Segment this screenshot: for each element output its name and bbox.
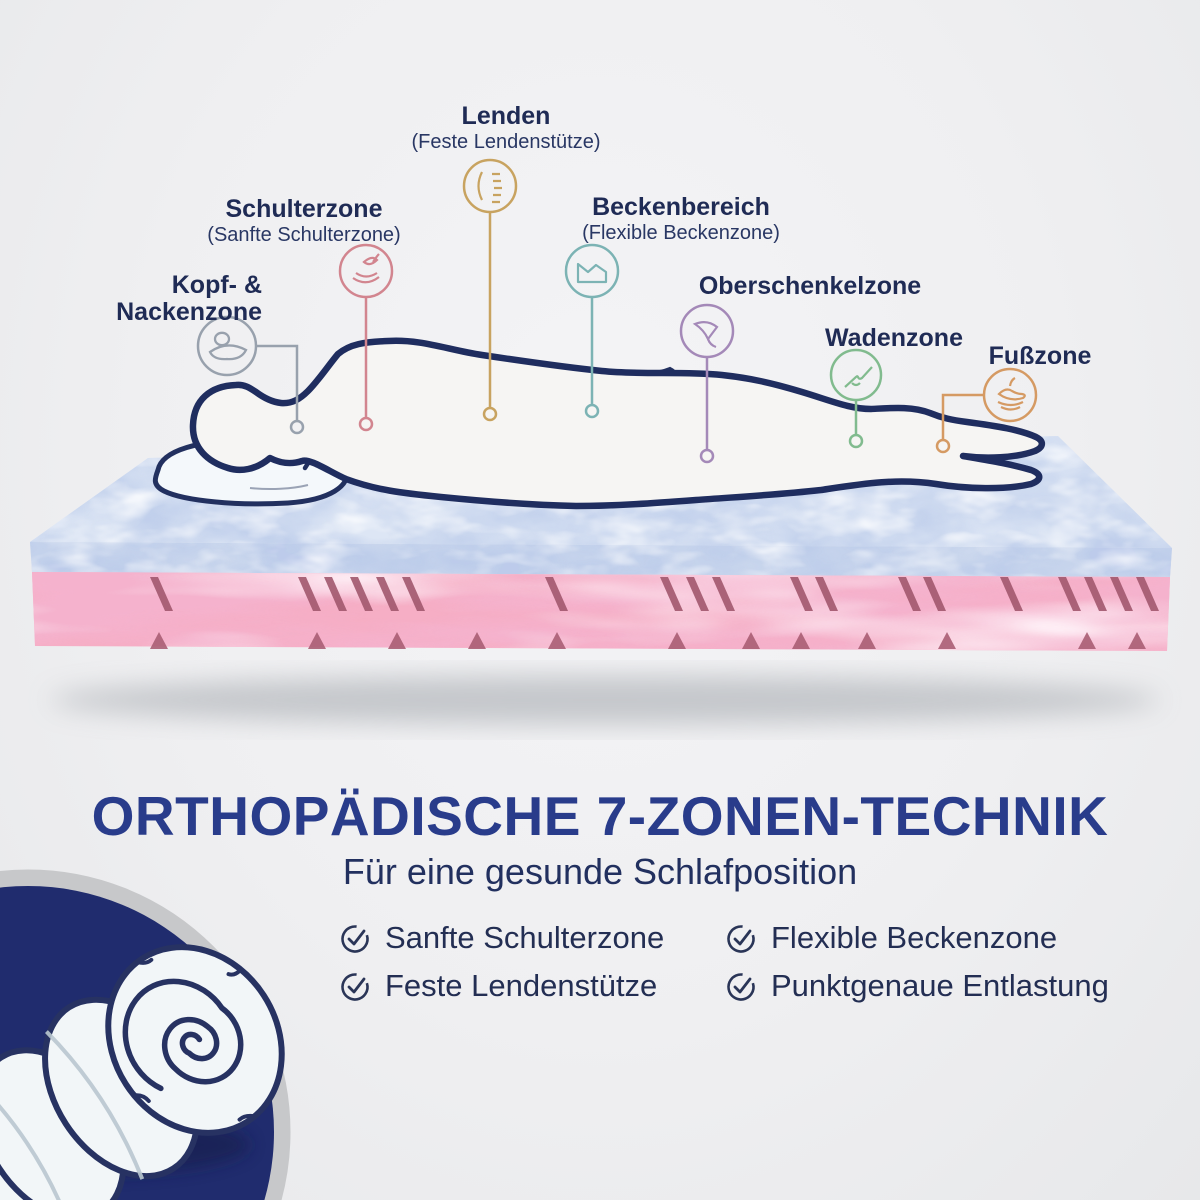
feature-label: Punktgenaue Entlastung	[771, 968, 1109, 1003]
thigh-icon	[695, 322, 717, 347]
zone-label-text: Fußzone	[988, 342, 1092, 370]
zone-label-shoulder	[207, 196, 400, 247]
page-title: ORTHOPÄDISCHE 7-ZONEN-TECHNIK	[91, 785, 1109, 847]
zone-label-text2: Nackenzone	[116, 298, 262, 326]
feature-label: Sanfte Schulterzone	[385, 920, 665, 955]
spine-icon	[479, 172, 503, 202]
feature-item	[338, 920, 664, 956]
zone-label-pelvis	[582, 194, 780, 245]
feature-item	[338, 968, 657, 1004]
zone-label-head	[116, 272, 262, 326]
zone-label-lumbar	[412, 103, 601, 154]
zone-label-text: Schulterzone	[225, 195, 383, 223]
feature-item	[724, 968, 1109, 1004]
check-circle-icon	[724, 969, 758, 1003]
zone-label-thigh	[699, 273, 921, 300]
check-circle-icon	[724, 921, 758, 955]
zone-label-text: Oberschenkelzone	[698, 272, 922, 300]
zone-label-text: Kopf- &	[171, 271, 262, 299]
foot-icon	[998, 378, 1025, 410]
zone-label-text: Lenden	[461, 102, 551, 130]
check-circle-icon	[338, 969, 372, 1003]
head-on-pillow-icon	[210, 333, 246, 359]
feature-label: Feste Lendenstütze	[385, 968, 658, 1003]
feature-label: Flexible Beckenzone	[771, 920, 1058, 955]
mattress-shadow	[50, 675, 1160, 725]
zone-label-text: Beckenbereich	[592, 193, 770, 221]
zone-sublabel-text: (Feste Lendenstütze)	[411, 131, 601, 153]
zone-label-calf	[825, 325, 963, 352]
rolled-mattress-badge	[0, 845, 330, 1200]
zone-label-text: Wadenzone	[825, 324, 963, 352]
calf-icon	[845, 367, 872, 387]
feature-item	[724, 920, 1057, 956]
flex-mattress-icon	[578, 264, 606, 282]
soft-hand-icon	[353, 254, 379, 282]
page-subtitle: Für eine gesunde Schlafposition	[342, 851, 858, 892]
check-circle-icon	[338, 921, 372, 955]
zone-label-foot	[989, 343, 1092, 370]
mattress-base-layer	[20, 565, 1185, 660]
zone-sublabel-text: (Flexible Beckenzone)	[582, 222, 780, 244]
zone-sublabel-text: (Sanfte Schulterzone)	[207, 224, 401, 246]
